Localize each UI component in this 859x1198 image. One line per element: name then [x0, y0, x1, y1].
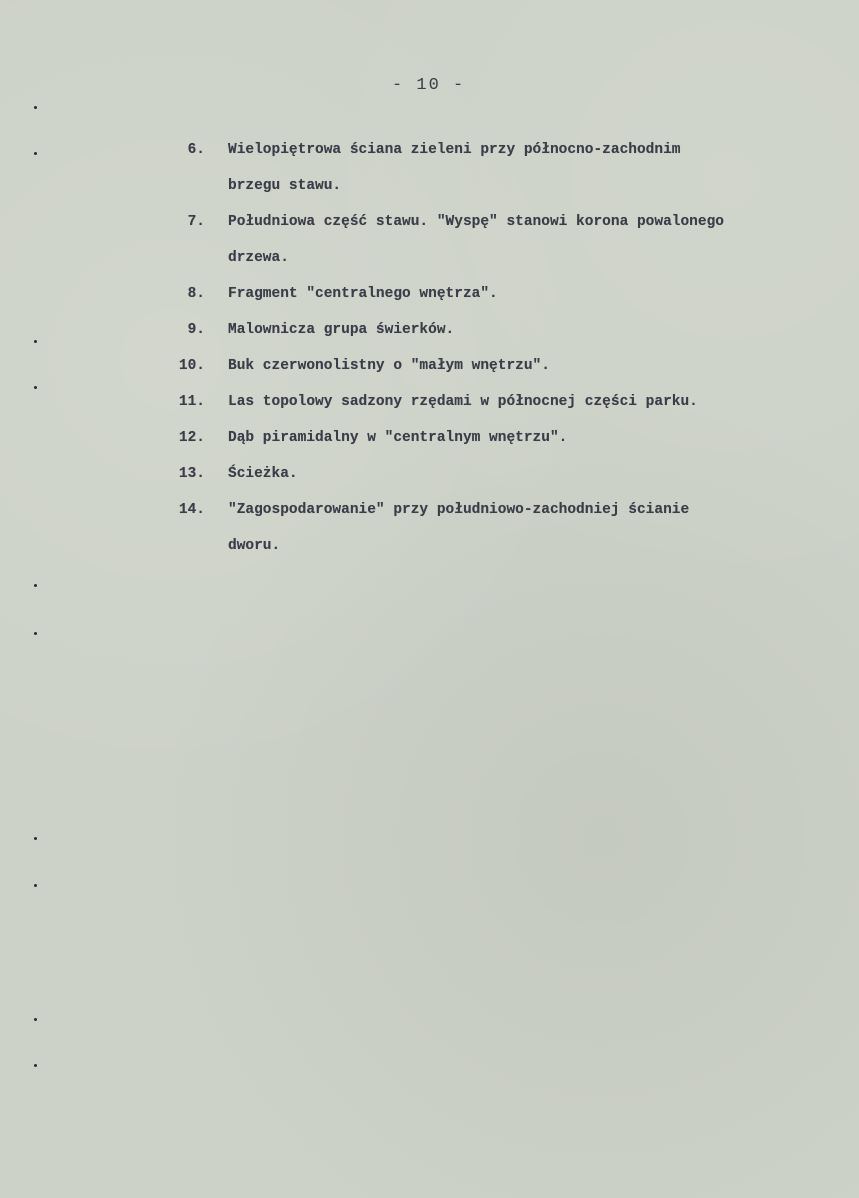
margin-dot [34, 1018, 37, 1021]
margin-dot [34, 106, 37, 109]
list-item [0, 420, 859, 456]
list-item-text: Wielopiętrowa ściana zieleni przy północno-zachodnim brzegu stawu. [228, 142, 681, 194]
list-item-number: 7. [187, 214, 205, 230]
list-item-text: Ścieżka. [228, 466, 298, 482]
list-item-number: 8. [187, 286, 205, 302]
list-item-text: Las topolowy sadzony rzędami w północnej części parku. [228, 394, 698, 410]
list-item-number: 12. [178, 430, 205, 446]
list-item-number: 9. [187, 322, 205, 338]
margin-dot [34, 632, 37, 635]
list-item-text: Malownicza grupa świerków. [228, 322, 455, 338]
list-item-number: 6. [187, 142, 205, 158]
list-item-number: 14. [178, 502, 205, 518]
list-item-text: Dąb piramidalny w "centralnym wnętrzu". [228, 430, 568, 446]
list-item-text: "Zagospodarowanie" przy południowo-zachodniej ścianie dworu. [228, 502, 690, 554]
list-item-number: 10. [178, 358, 205, 374]
margin-dot [34, 837, 37, 840]
list-item [0, 456, 859, 492]
margin-dot [34, 584, 37, 587]
margin-dot [34, 884, 37, 887]
list-item [0, 312, 859, 348]
list-item-number: 11. [178, 394, 205, 410]
list-item [0, 348, 859, 384]
photo-caption-list [0, 132, 859, 564]
page-number: - 10 - [392, 76, 466, 95]
list-item [0, 492, 859, 564]
list-item [0, 276, 859, 312]
list-item [0, 132, 859, 204]
list-item [0, 204, 859, 276]
list-item-text: Buk czerwonolistny o "małym wnętrzu". [228, 358, 550, 374]
list-item [0, 384, 859, 420]
list-item-number: 13. [178, 466, 205, 482]
list-item-text: Fragment "centralnego wnętrza". [228, 286, 498, 302]
list-item-text: Południowa część stawu. "Wyspę" stanowi korona powalonego drzewa. [228, 214, 724, 266]
margin-dot [34, 1064, 37, 1067]
